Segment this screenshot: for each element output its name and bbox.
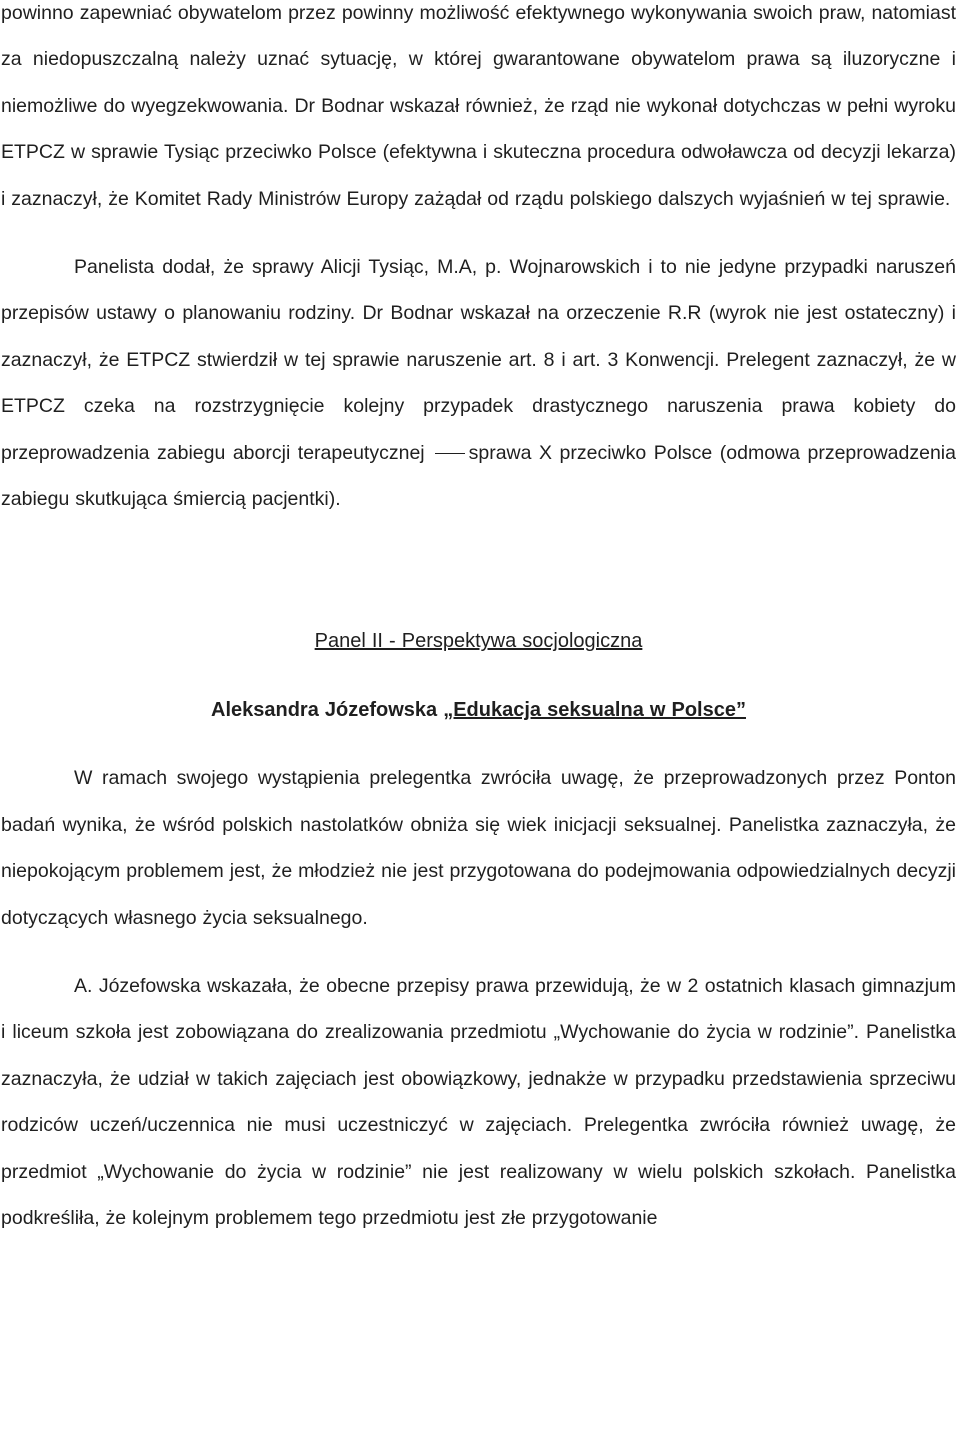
speaker-title [1, 687, 956, 733]
em-dash [435, 453, 465, 454]
paragraph-panelist-cases [1, 244, 956, 522]
speaker-topic: „Edukacja seksualna w Polsce” [443, 698, 746, 721]
paragraph-panelist-cases-text: Panelista dodał, że sprawy Alicji Tysiąc, M.A, p. Wojnarowskich i to nie jedyne przypadki naruszeń przepisów ustawy o planowaniu rodziny. Dr Bodnar wskazał na orzeczenie R.R (wyrok nie jest ostateczny) i zaznaczył, że ETPCZ stwierdził w tej sprawie naruszenie art. 8 i art. 3 Konwencji. Prelegent zaznaczył, że w ETPCZ czeka na rozstrzygnięcie kolejny przypadek drastycznego naruszenia prawa kobiety do przeprowadzenia zabiegu aborcji terapeutycznej [1, 256, 956, 464]
speaker-name: Aleksandra Józefowska [211, 698, 438, 721]
paragraph-bodnar-conclusion: powinno zapewniać obywatelom przez powinny możliwość efektywnego wykonywania swoich praw, natomiast za niedopuszczalną należy uznać sytuację, w której gwarantowane obywatelom prawa są iluzoryczne i niemożliwe do wyegzekwowania. Dr Bodnar wskazał również, że rząd nie wykonał dotychczas w pełni wyroku ETPCZ w sprawie Tysiąc przeciwko Polsce (efektywna i skuteczna procedura odwoławcza od decyzji lekarza) i zaznaczył, że Komitet Rady Ministrów Europy zażądał od rządu polskiego dalszych wyjaśnień w tej sprawie. [1, 2, 956, 210]
panel-title: Panel II - Perspektywa socjologiczna [314, 630, 643, 653]
paragraph-ponton-research: W ramach swojego wystąpienia prelegentka zwróciła uwagę, że przeprowadzonych przez Ponton badań wynika, że wśród polskich nastolatków obniża się wiek inicjacji seksualnej. Panelistka zaznaczyła, że niepokojącym problemem jest, że młodzież nie jest przygotowana do podejmowania odpowiedzialnych decyzji dotyczących własnego życia seksualnego. [1, 767, 956, 929]
paragraph-school-curriculum: A. Józefowska wskazała, że obecne przepisy prawa przewidują, że w 2 ostatnich klasach gimnazjum i liceum szkoła jest zobowiązana do zrealizowania przedmiotu „Wychowanie do życia w rodzinie”. Panelistka zaznaczyła, że udział w takich zajęciach jest obowiązkowy, jednakże w przypadku przedstawienia sprzeciwu rodziców uczeń/uczennica nie musi uczestniczyć w zajęciach. Prelegentka zwróciła również uwagę, że przedmiot „Wychowanie do życia w rodzinie” nie jest realizowany w wielu polskich szkołach. Panelistka podkreśliła, że kolejnym problemem tego przedmiotu jest złe przygotowanie [1, 974, 956, 1229]
paragraph-panelist-cases-continuation: sprawa X przeciwko Polsce (odmowa przeprowadzenia zabiegu skutkująca śmiercią pacjentki). [1, 441, 956, 511]
